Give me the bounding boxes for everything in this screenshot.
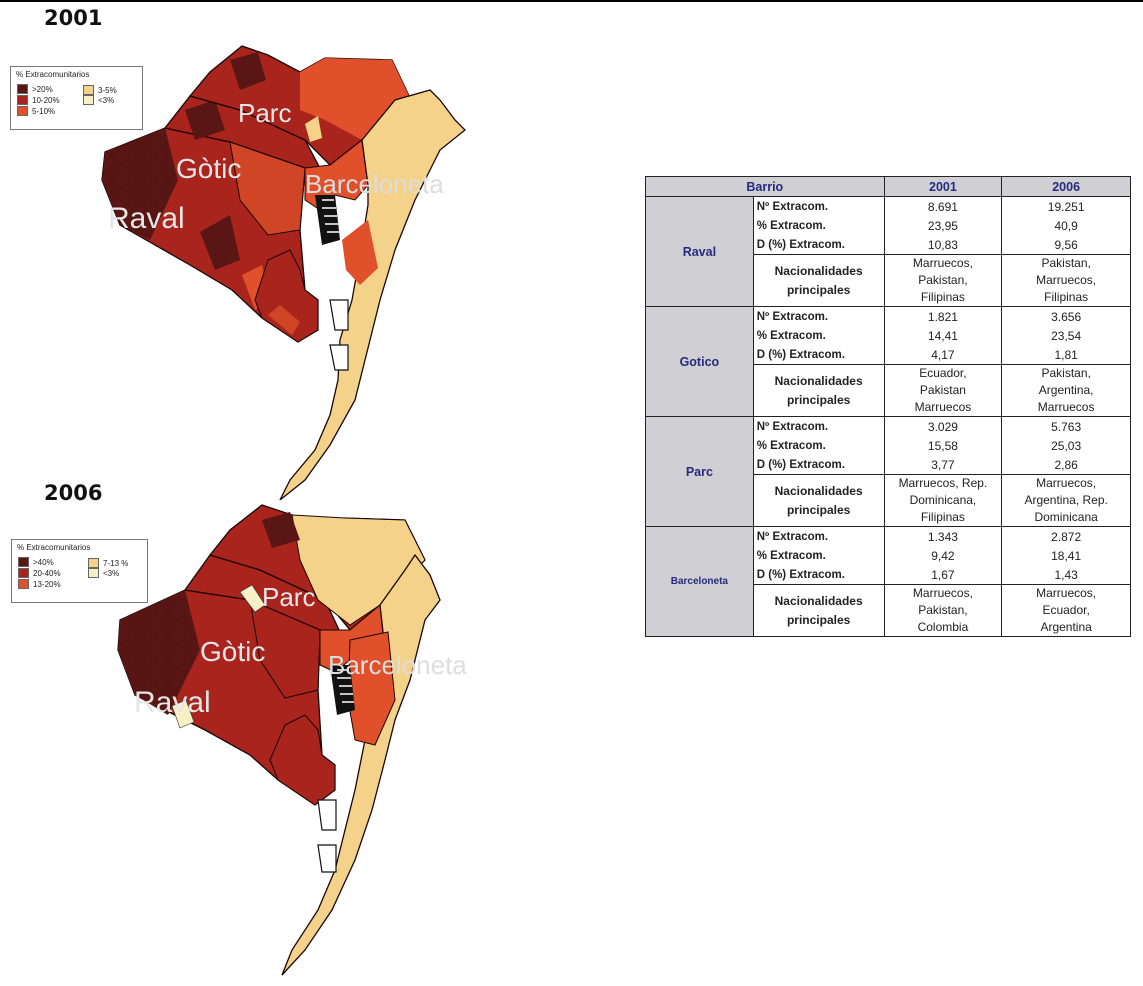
value-2001: 9,42 — [884, 546, 1002, 565]
value-2001: 1.821 — [884, 307, 1002, 327]
barrio-cell: Barceloneta — [646, 527, 754, 637]
year-title-2006: 2006 — [44, 481, 103, 505]
indicator-label: D (%) Extracom. — [753, 565, 884, 585]
nationalities-label: Nacionalidades principales — [753, 365, 884, 417]
barrio-cell: Raval — [646, 197, 754, 307]
indicator-label: D (%) Extracom. — [753, 455, 884, 475]
year-title-2001: 2001 — [44, 6, 103, 30]
value-2006: 1,43 — [1002, 565, 1131, 585]
value-2006: 25,03 — [1002, 436, 1131, 455]
nationalities-2006: Marruecos, Ecuador, Argentina — [1002, 585, 1131, 637]
value-2006: 23,54 — [1002, 326, 1131, 345]
value-2006: 40,9 — [1002, 216, 1131, 235]
legend-item: 20-40% — [18, 568, 61, 578]
legend-item: 5-10% — [17, 106, 55, 116]
legend-item: <3% — [83, 95, 114, 105]
indicator-label: % Extracom. — [753, 216, 884, 235]
barrio-cell: Parc — [646, 417, 754, 527]
legend-item: >40% — [18, 557, 54, 567]
header-2001: 2001 — [884, 177, 1002, 197]
legend-item: 7-13 % — [88, 558, 128, 568]
table-row — [646, 197, 1131, 217]
table-header-row — [646, 177, 1131, 197]
label-barceloneta: Barceloneta — [328, 650, 467, 680]
label-gotic: Gòtic — [200, 636, 266, 667]
indicator-label: D (%) Extracom. — [753, 345, 884, 365]
indicator-label: % Extracom. — [753, 326, 884, 345]
value-2006: 2,86 — [1002, 455, 1131, 475]
indicator-label: Nº Extracom. — [753, 417, 884, 437]
nationalities-2006: Marruecos, Argentina, Rep. Dominicana — [1002, 475, 1131, 527]
nationalities-label: Nacionalidades principales — [753, 585, 884, 637]
table-row — [646, 417, 1131, 437]
value-2001: 8.691 — [884, 197, 1002, 217]
header-barrio: Barrio — [646, 177, 885, 197]
value-2001: 15,58 — [884, 436, 1002, 455]
legend-title: % Extracomunitarios — [17, 543, 91, 552]
label-gotic: Gòtic — [176, 153, 242, 184]
table-row — [646, 527, 1131, 547]
map-2001 — [0, 40, 500, 500]
indicator-label: % Extracom. — [753, 436, 884, 455]
nationalities-2001: Marruecos, Pakistan, Colombia — [884, 585, 1002, 637]
legend-item: 13-20% — [18, 579, 61, 589]
legend-item: 3-5% — [83, 85, 117, 95]
value-2006: 3.656 — [1002, 307, 1131, 327]
value-2006: 2.872 — [1002, 527, 1131, 547]
value-2001: 23,95 — [884, 216, 1002, 235]
indicator-label: D (%) Extracom. — [753, 235, 884, 255]
statistics-table — [645, 176, 1131, 637]
header-2006: 2006 — [1002, 177, 1131, 197]
top-rule — [0, 0, 1143, 2]
port-dock — [315, 195, 340, 245]
legend-title: % Extracomunitarios — [16, 70, 90, 79]
label-barceloneta: Barceloneta — [305, 169, 444, 199]
table-row — [646, 307, 1131, 327]
value-2001: 3.029 — [884, 417, 1002, 437]
legend-item: 10-20% — [17, 95, 60, 105]
nationalities-label: Nacionalidades principales — [753, 255, 884, 307]
value-2006: 5.763 — [1002, 417, 1131, 437]
map-2006 — [0, 500, 500, 980]
value-2001: 1,67 — [884, 565, 1002, 585]
legend-item: <3% — [88, 568, 119, 578]
nationalities-label: Nacionalidades principales — [753, 475, 884, 527]
value-2001: 3,77 — [884, 455, 1002, 475]
value-2006: 9,56 — [1002, 235, 1131, 255]
value-2001: 14,41 — [884, 326, 1002, 345]
label-parc: Parc — [262, 582, 316, 612]
value-2001: 1.343 — [884, 527, 1002, 547]
harbour-pier — [330, 345, 348, 370]
indicator-label: Nº Extracom. — [753, 197, 884, 217]
label-raval: Raval — [134, 686, 211, 719]
harbour-pier — [330, 300, 348, 330]
nationalities-2001: Ecuador, Pakistan Marruecos — [884, 365, 1002, 417]
nationalities-2006: Pakistan, Marruecos, Filipinas — [1002, 255, 1131, 307]
nationalities-2001: Marruecos, Rep. Dominicana, Filipinas — [884, 475, 1002, 527]
barrio-cell: Gotico — [646, 307, 754, 417]
harbour-pier — [318, 845, 336, 872]
value-2001: 4,17 — [884, 345, 1002, 365]
indicator-label: % Extracom. — [753, 546, 884, 565]
nationalities-2006: Pakistan, Argentina, Marruecos — [1002, 365, 1131, 417]
value-2006: 18,41 — [1002, 546, 1131, 565]
value-2001: 10,83 — [884, 235, 1002, 255]
indicator-label: Nº Extracom. — [753, 307, 884, 327]
value-2006: 19.251 — [1002, 197, 1131, 217]
indicator-label: Nº Extracom. — [753, 527, 884, 547]
value-2006: 1,81 — [1002, 345, 1131, 365]
nationalities-2001: Marruecos, Pakistan, Filipinas — [884, 255, 1002, 307]
label-parc: Parc — [238, 98, 292, 128]
label-raval: Raval — [108, 202, 185, 235]
legend-item: >20% — [17, 84, 53, 94]
harbour-pier — [318, 800, 336, 830]
